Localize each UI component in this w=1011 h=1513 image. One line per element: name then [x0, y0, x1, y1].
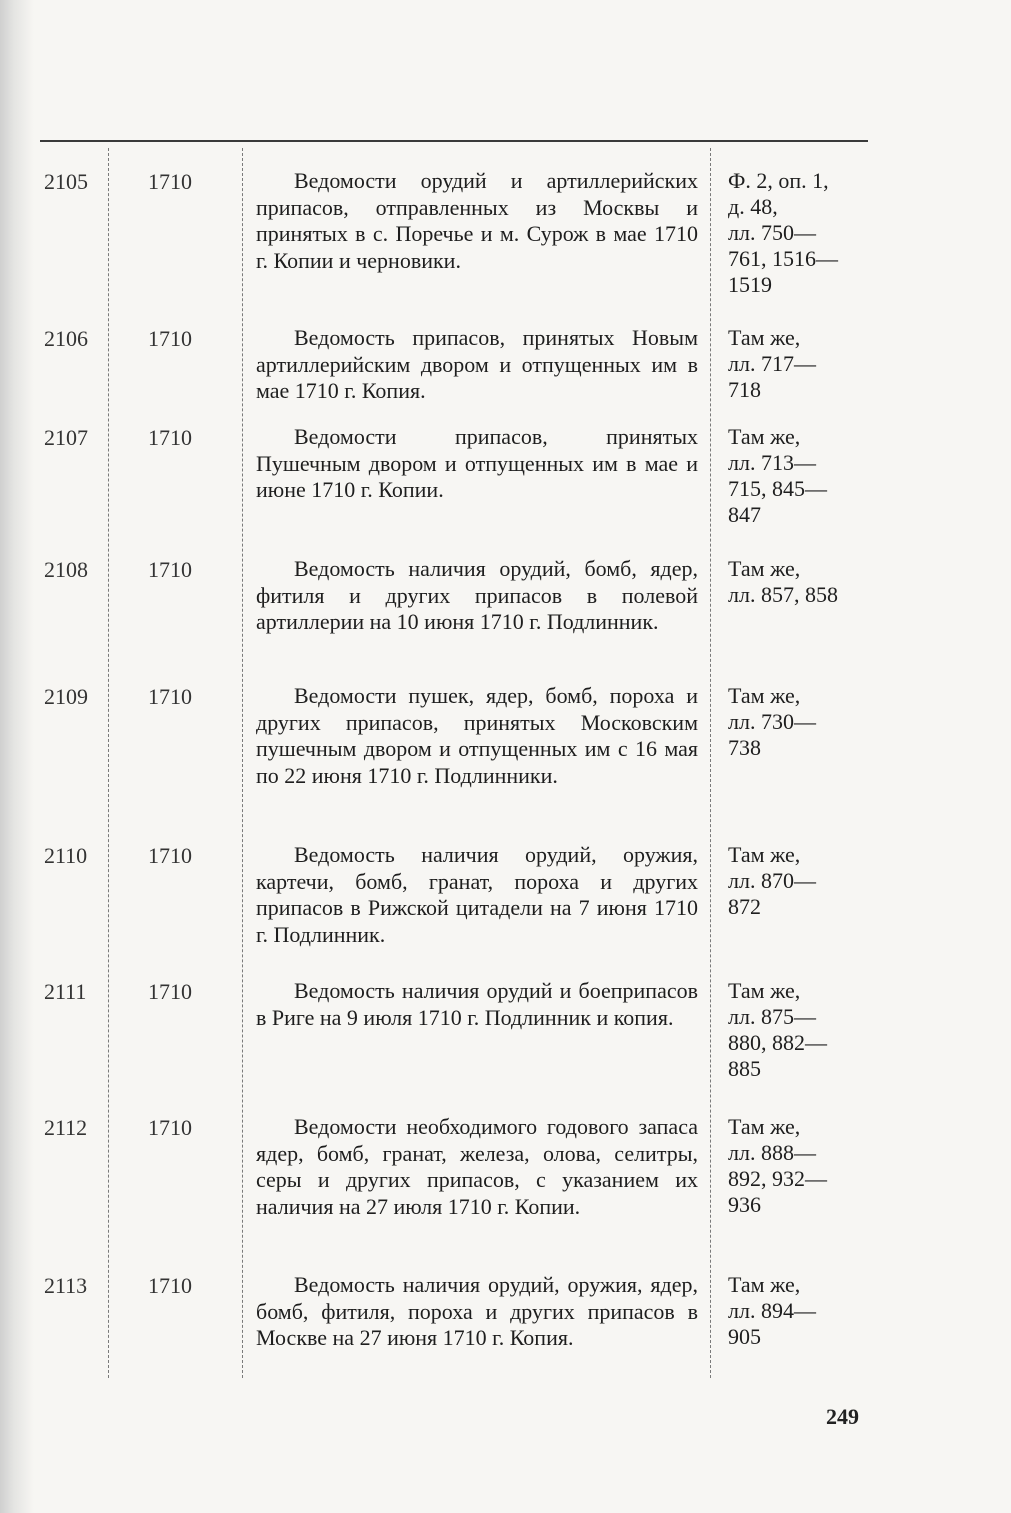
reference-line: 847 — [728, 502, 761, 527]
entry-year: 1710 — [148, 1273, 192, 1298]
reference-line: 905 — [728, 1324, 761, 1349]
reference-line: 761, 1516— — [728, 246, 838, 271]
reference-line: Там же, — [728, 1272, 801, 1297]
reference-line: лл. 750— — [728, 220, 816, 245]
entry-number: 2109 — [44, 684, 88, 709]
reference-line: 718 — [728, 377, 761, 402]
entry-year: 1710 — [148, 169, 192, 194]
reference-line: Там же, — [728, 325, 801, 350]
column-divider-description — [710, 148, 711, 1378]
entry-description: Ведомости пушек, ядер, бомб, пороха и других припасов, принятых Московским пушечным двором и отпущенных им с 16 мая по 22 июня 1710 г. Подлинники. — [256, 683, 698, 788]
reference-line: лл. 730— — [728, 709, 816, 734]
entry-year: 1710 — [148, 425, 192, 450]
reference-line: лл. 894— — [728, 1298, 816, 1323]
entry-number: 2105 — [44, 169, 88, 194]
entry-description: Ведомость наличия орудий, оружия, картечи, бомб, гранат, пороха и других припасов в Рижской цитадели на 7 июня 1710 г. Подлинник. — [256, 842, 698, 947]
reference-line: Там же, — [728, 978, 801, 1003]
entry-reference — [728, 556, 868, 608]
entry-year: 1710 — [148, 843, 192, 868]
reference-line: лл. 875— — [728, 1004, 816, 1029]
entry-number: 2108 — [44, 557, 88, 582]
reference-line: 872 — [728, 894, 761, 919]
entry-description: Ведомость наличия орудий, оружия, ядер, бомб, фитиля, пороха и других припасов в Москве на 27 июня 1710 г. Копия. — [256, 1272, 698, 1350]
reference-line: 892, 932— — [728, 1166, 827, 1191]
reference-line: Там же, — [728, 1114, 801, 1139]
entry-year: 1710 — [148, 326, 192, 351]
entry-description: Ведомость припасов, принятых Новым артиллерийским двором и отпущенных им в мае 1710 г. Копия. — [256, 325, 698, 403]
reference-line: 885 — [728, 1056, 761, 1081]
entry-number: 2111 — [44, 979, 87, 1004]
reference-line: 936 — [728, 1192, 761, 1217]
entry-description: Ведомость наличия орудий и боеприпасов в Риге на 9 июля 1710 г. Подлинник и копия. — [256, 978, 698, 1030]
entry-reference — [728, 1114, 868, 1218]
reference-line: 715, 845— — [728, 476, 827, 501]
entry-reference — [728, 683, 868, 761]
column-divider-number — [108, 148, 109, 1378]
entry-number: 2106 — [44, 326, 88, 351]
reference-line: 1519 — [728, 272, 772, 297]
entry-description: Ведомости необходимого годового запаса ядер, бомб, гранат, железа, олова, селитры, серы и других припасов, с указанием их наличия на 27 июля 1710 г. Копии. — [256, 1114, 698, 1219]
entry-number: 2107 — [44, 425, 88, 450]
entry-reference — [728, 325, 868, 403]
page-number: 249 — [826, 1404, 859, 1429]
reference-line: лл. 717— — [728, 351, 816, 376]
entry-description: Ведомости орудий и артиллерийских припасов, отправленных из Москвы и принятых в с. Поречье и м. Сурож в мае 1710 г. Копии и черновики. — [256, 168, 698, 273]
entry-description: Ведомость наличия орудий, бомб, ядер, фитиля и других припасов в полевой артиллерии на 10 июня 1710 г. Подлинник. — [256, 556, 698, 634]
entry-number: 2113 — [44, 1273, 88, 1298]
entry-description: Ведомости припасов, принятых Пушечным двором и отпущенных им в мае и июне 1710 г. Копии. — [256, 424, 698, 502]
entry-year: 1710 — [148, 1115, 192, 1140]
reference-line: лл. 870— — [728, 868, 816, 893]
entry-reference — [728, 978, 868, 1082]
book-spine-shadow — [0, 0, 34, 1513]
entry-reference — [728, 424, 868, 528]
reference-line: лл. 713— — [728, 450, 816, 475]
entry-reference — [728, 168, 868, 298]
column-divider-year — [242, 148, 243, 1378]
entry-number: 2112 — [44, 1115, 88, 1140]
entry-reference — [728, 842, 868, 920]
reference-line: лл. 857, 858 — [728, 582, 838, 607]
reference-line: лл. 888— — [728, 1140, 816, 1165]
entry-year: 1710 — [148, 557, 192, 582]
entry-reference — [728, 1272, 868, 1350]
reference-line: Ф. 2, оп. 1, — [728, 168, 829, 193]
table-top-rule — [40, 140, 868, 142]
entry-year: 1710 — [148, 979, 192, 1004]
reference-line: Там же, — [728, 842, 801, 867]
entry-number: 2110 — [44, 843, 88, 868]
reference-line: Там же, — [728, 424, 801, 449]
reference-line: 738 — [728, 735, 761, 760]
entry-year: 1710 — [148, 684, 192, 709]
reference-line: Там же, — [728, 556, 801, 581]
reference-line: 880, 882— — [728, 1030, 827, 1055]
reference-line: Там же, — [728, 683, 801, 708]
reference-line: д. 48, — [728, 194, 778, 219]
